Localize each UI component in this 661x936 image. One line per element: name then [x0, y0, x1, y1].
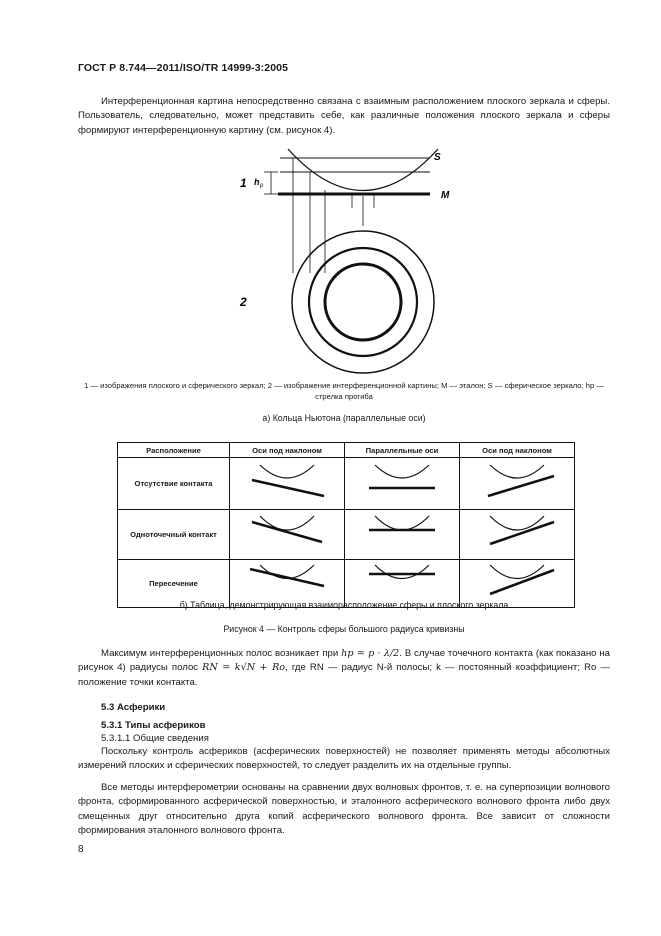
intro-paragraph: Интерференционная картина непосредственно связана с взаимным расположением плоского зеркала и сферы. Пользователь, следовательно, может представить себе, как различные положения плоского зеркала и сферы формируют интерференционную картину (см. рисунок 4).	[78, 96, 610, 136]
column-header: Расположение	[118, 443, 230, 458]
max-text-part3: , где RN — радиус N-й полосы; k — постоянный коэффициент; Ro — положение точки контакта.	[78, 662, 611, 688]
newton-rings-figure	[230, 140, 470, 375]
formula-hp: hp = p · λ/2	[341, 648, 400, 659]
label-hp-sub: p	[260, 183, 264, 189]
column-header: Параллельные оси	[345, 443, 460, 458]
document-header: ГОСТ Р 8.744—2011/ISO/TR 14999-3:2005	[78, 62, 289, 74]
interferometry-paragraph: Все методы интерферометрии основаны на сравнении двух волновых фронтов, т. е. на суперпозиции волнового фронта, сформированного асферической поверхностью, и эталонного асферического волнового фронта либо двух смещенных друг относительно друга копий асферического волнового фронта. Все зависит от сложности формирования эталонного волнового фронта.	[78, 782, 610, 836]
figure-a-legend: 1 — изображения плоского и сферического зеркал; 2 — изображение интерференционной картины; M — эталон; S — сферическое зеркало; hp — стрелка прогиба	[84, 381, 604, 401]
row-label: Одноточечный контакт	[118, 510, 230, 560]
sphere-curve	[288, 149, 438, 191]
label-hp: h	[254, 177, 260, 187]
row-label: Отсутствие контакта	[118, 458, 230, 510]
label-2: 2	[240, 295, 247, 309]
column-header: Оси под наклоном	[460, 443, 575, 458]
column-header: Оси под наклоном	[230, 443, 345, 458]
cell-tilted-one-point-1	[230, 510, 345, 560]
max-text-part2: . В случае точечного контакта (как показано на рисунок 4) радиусы полос	[78, 648, 611, 674]
max-fringes-paragraph	[78, 647, 610, 690]
cell-tilted-no-contact-2	[460, 458, 575, 510]
section-5-3-1-heading: 5.3.1 Типы асфериков	[101, 720, 206, 731]
cell-parallel-one-point	[345, 510, 460, 560]
section-5-3-1-1-heading: 5.3.1.1 Общие сведения	[101, 733, 209, 744]
inner-ring	[325, 264, 401, 340]
aspherics-paragraph: Поскольку контроль асфериков (асферических поверхностей) не позволяет применять методы абсолютных измерений плоских и сферических поверхностей, то следует разделить их на отдельные группы.	[78, 746, 610, 772]
figure-a-caption: а) Кольца Ньютона (параллельные оси)	[262, 413, 426, 423]
label-s: S	[434, 152, 441, 163]
row-label: Пересечение	[118, 560, 230, 608]
page-number: 8	[78, 844, 84, 855]
configuration-table	[117, 442, 575, 608]
figure-title: Рисунок 4 — Контроль сферы большого радиуса кривизны	[223, 624, 465, 634]
cell-tilted-one-point-2	[460, 510, 575, 560]
max-text-part1: Максимум интерференционных полос возникает при	[101, 648, 342, 659]
section-5-3-heading: 5.3 Асферики	[101, 702, 166, 713]
cell-tilted-no-contact-1	[230, 458, 345, 510]
formula-rn: RN = k√N + Ro	[202, 662, 286, 674]
label-m: M	[441, 190, 450, 201]
cell-parallel-no-contact	[345, 458, 460, 510]
label-1: 1	[240, 176, 247, 190]
figure-b-caption: б) Таблица, демонстрирующая взаиморасположение сферы и плоского зеркала	[179, 600, 509, 610]
outer-ring	[292, 231, 434, 373]
